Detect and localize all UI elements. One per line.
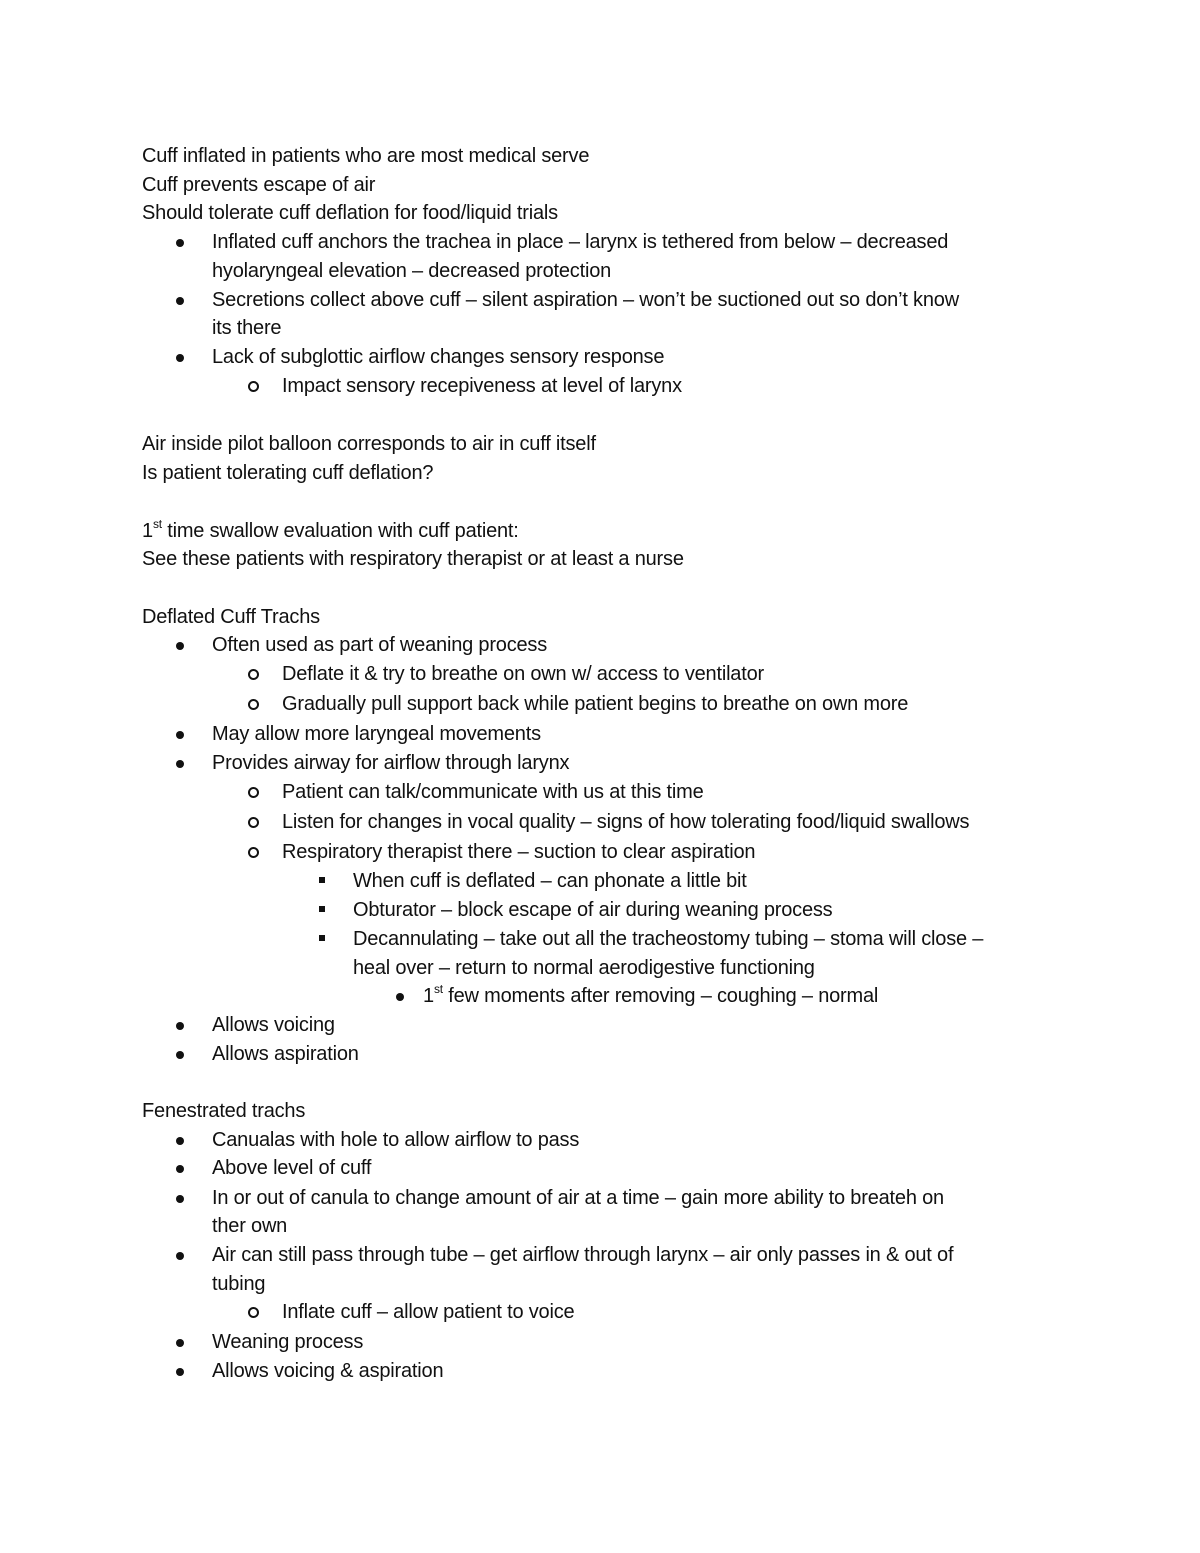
list-item: Canualas with hole to allow airflow to pass xyxy=(212,1128,579,1152)
list-item: Respiratory therapist there – suction to clear aspiration xyxy=(282,840,755,864)
list-item: Obturator – block escape of air during weaning process xyxy=(353,898,832,922)
section-heading: Fenestrated trachs xyxy=(142,1100,306,1122)
square-bullet-icon xyxy=(319,877,325,883)
list-item: Secretions collect above cuff – silent aspiration – won’t be suctioned out so don’t know xyxy=(212,288,959,312)
list-item: Air can still pass through tube – get airflow through larynx – air only passes in & out of xyxy=(212,1243,953,1267)
list-item: Lack of subglottic airflow changes sensory response xyxy=(212,345,664,369)
circle-bullet-icon xyxy=(248,699,259,710)
list-item: Gradually pull support back while patient begins to breathe on own more xyxy=(282,692,908,716)
list-item: Allows aspiration xyxy=(212,1042,359,1066)
disc-bullet-icon xyxy=(176,1339,184,1347)
square-bullet-icon xyxy=(319,935,325,941)
disc-bullet-icon xyxy=(176,239,184,247)
circle-bullet-icon xyxy=(248,669,259,680)
circle-bullet-icon xyxy=(248,847,259,858)
list-item: Impact sensory recepiveness at level of larynx xyxy=(282,374,682,398)
list-item: Weaning process xyxy=(212,1330,363,1354)
disc-bullet-icon xyxy=(176,354,184,362)
list-item: Provides airway for airflow through larynx xyxy=(212,751,569,775)
list-item: Decannulating – take out all the tracheostomy tubing – stoma will close – xyxy=(353,927,983,951)
list-item: Listen for changes in vocal quality – signs of how tolerating food/liquid swallows xyxy=(282,810,969,834)
text-line: See these patients with respiratory therapist or at least a nurse xyxy=(142,548,684,570)
circle-bullet-icon xyxy=(248,817,259,828)
disc-bullet-icon xyxy=(176,642,184,650)
list-item: Patient can talk/communicate with us at this time xyxy=(282,780,704,804)
list-item-continuation: ther own xyxy=(212,1215,288,1237)
disc-bullet-icon xyxy=(176,1022,184,1030)
list-item-continuation: hyolaryngeal elevation – decreased protection xyxy=(212,260,612,282)
text-line: Cuff inflated in patients who are most medical serve xyxy=(142,145,590,167)
text-line: Is patient tolerating cuff deflation? xyxy=(142,462,434,484)
list-item: Inflate cuff – allow patient to voice xyxy=(282,1300,574,1324)
disc-bullet-icon xyxy=(176,297,184,305)
list-item: Deflate it & try to breathe on own w/ access to ventilator xyxy=(282,662,764,686)
list-item: When cuff is deflated – can phonate a little bit xyxy=(353,869,747,893)
list-item: In or out of canula to change amount of air at a time – gain more ability to breateh on xyxy=(212,1186,944,1210)
disc-bullet-icon xyxy=(176,1165,184,1173)
text-line: Should tolerate cuff deflation for food/liquid trials xyxy=(142,202,558,224)
list-item: Inflated cuff anchors the trachea in place – larynx is tethered from below – decreased xyxy=(212,230,948,254)
circle-bullet-icon xyxy=(248,1307,259,1318)
disc-bullet-icon xyxy=(176,1368,184,1376)
disc-bullet-icon xyxy=(176,1137,184,1145)
disc-bullet-icon xyxy=(176,731,184,739)
list-item: 1st few moments after removing – coughing – normal xyxy=(423,984,878,1008)
text-line: Air inside pilot balloon corresponds to air in cuff itself xyxy=(142,433,596,455)
list-item: Often used as part of weaning process xyxy=(212,633,547,657)
list-item-continuation: its there xyxy=(212,317,282,339)
list-item: Above level of cuff xyxy=(212,1156,371,1180)
section-heading: Deflated Cuff Trachs xyxy=(142,606,320,628)
disc-bullet-icon xyxy=(176,1051,184,1059)
list-item: Allows voicing & aspiration xyxy=(212,1359,443,1383)
list-item-continuation: heal over – return to normal aerodigestive functioning xyxy=(353,957,815,979)
text-line: Cuff prevents escape of air xyxy=(142,174,376,196)
disc-bullet-icon xyxy=(176,1252,184,1260)
square-bullet-icon xyxy=(319,906,325,912)
disc-bullet-icon xyxy=(396,993,404,1001)
text-line: 1st time swallow evaluation with cuff patient: xyxy=(142,517,519,542)
list-item: Allows voicing xyxy=(212,1013,335,1037)
disc-bullet-icon xyxy=(176,1195,184,1203)
disc-bullet-icon xyxy=(176,760,184,768)
circle-bullet-icon xyxy=(248,381,259,392)
list-item: May allow more laryngeal movements xyxy=(212,722,541,746)
circle-bullet-icon xyxy=(248,787,259,798)
list-item-continuation: tubing xyxy=(212,1273,266,1295)
